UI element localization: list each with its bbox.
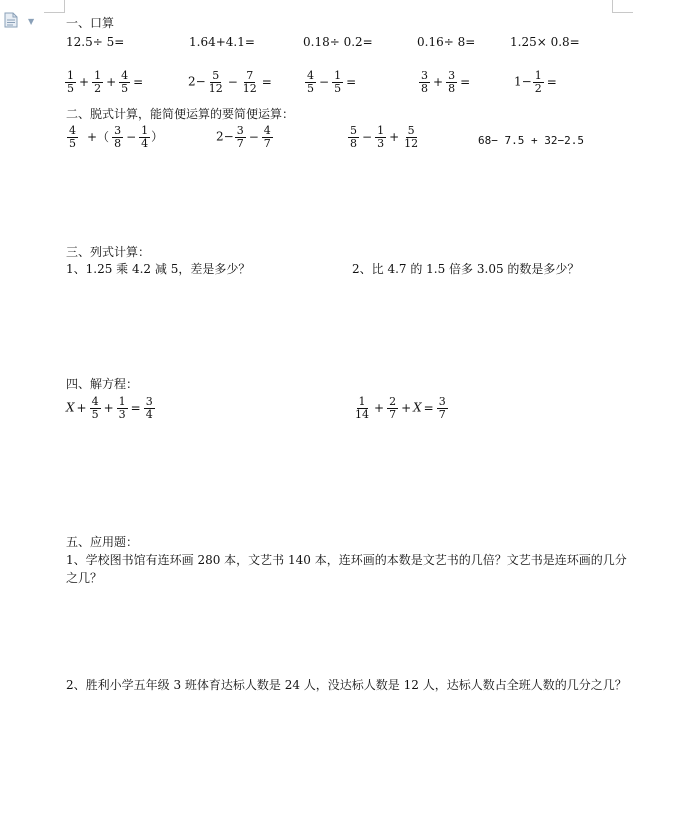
fraction-expression: 1− $\frac{1}{2}$ = — [514, 69, 557, 95]
word-problem-line: 1、学校图书馆有连环画 280 本，文艺书 140 本，连环画的本数是文艺书的几倍？文艺书是连环画的几分 — [66, 553, 627, 567]
fraction-expression: 2− $\frac{5}{12}$ − $\frac{7}{12}$ = — [188, 69, 272, 95]
fraction-expression: $\frac{4}{5}$ − $\frac{1}{5}$ = — [307, 69, 357, 95]
fraction-expression: $\frac{5}{8}$ − $\frac{1}{3}$ + $\frac{5}{12}$ — [350, 124, 419, 150]
oral-calc-item: 0.18÷ 0.2= — [303, 35, 373, 49]
page-corner-mark-right — [612, 0, 633, 13]
equation: X + $\frac{4}{5}$ + $\frac{1}{3}$ = $\frac{3}{4}$ — [66, 395, 153, 421]
page-corner-mark-left — [44, 0, 65, 13]
section-1-heading: 一、口算 — [66, 16, 115, 30]
oral-calc-item: 12.5÷ 5= — [66, 35, 125, 49]
oral-calc-item: 1.64+4.1= — [189, 35, 255, 49]
fraction-expression: 2− $\frac{3}{7}$ − $\frac{4}{7}$ — [216, 124, 271, 150]
fraction-expression: $\frac{4}{5}$ +（ $\frac{3}{8}$ − $\frac{1}{4}$ ） — [69, 124, 164, 150]
section-4-heading: 四、解方程： — [66, 377, 139, 391]
document-icon[interactable] — [4, 12, 18, 28]
decimal-expression: 68− 7.5 + 32−2.5 — [478, 134, 584, 147]
oral-calc-item: 1.25× 0.8= — [510, 35, 580, 49]
section-2-heading: 二、脱式计算，能简便运算的要简便运算： — [66, 107, 295, 121]
word-question: 1、1.25 乘 4.2 减 5，差是多少？ — [66, 262, 251, 276]
word-problem-line: 2、胜利小学五年级 3 班体育达标人数是 24 人，没达标人数是 12 人，达标人数占全班人数的几分之几？ — [66, 678, 627, 692]
section-5-heading: 五、应用题： — [66, 535, 139, 549]
word-problem-line: 之几？ — [66, 571, 103, 585]
word-question: 2、比 4.7 的 1.5 倍多 3.05 的数是多少？ — [352, 262, 580, 276]
section-3-heading: 三、列式计算： — [66, 245, 151, 259]
chevron-down-icon[interactable]: ▼ — [28, 17, 35, 26]
fraction-expression: $\frac{1}{5}$ + $\frac{1}{2}$ + $\frac{4}{5}$ = — [67, 69, 144, 95]
oral-calc-item: 0.16÷ 8= — [417, 35, 476, 49]
fraction-expression: $\frac{3}{8}$ + $\frac{3}{8}$ = — [421, 69, 471, 95]
equation: $\frac{1}{14}$ + $\frac{2}{7}$ + X = $\frac{3}{7}$ — [355, 395, 446, 421]
